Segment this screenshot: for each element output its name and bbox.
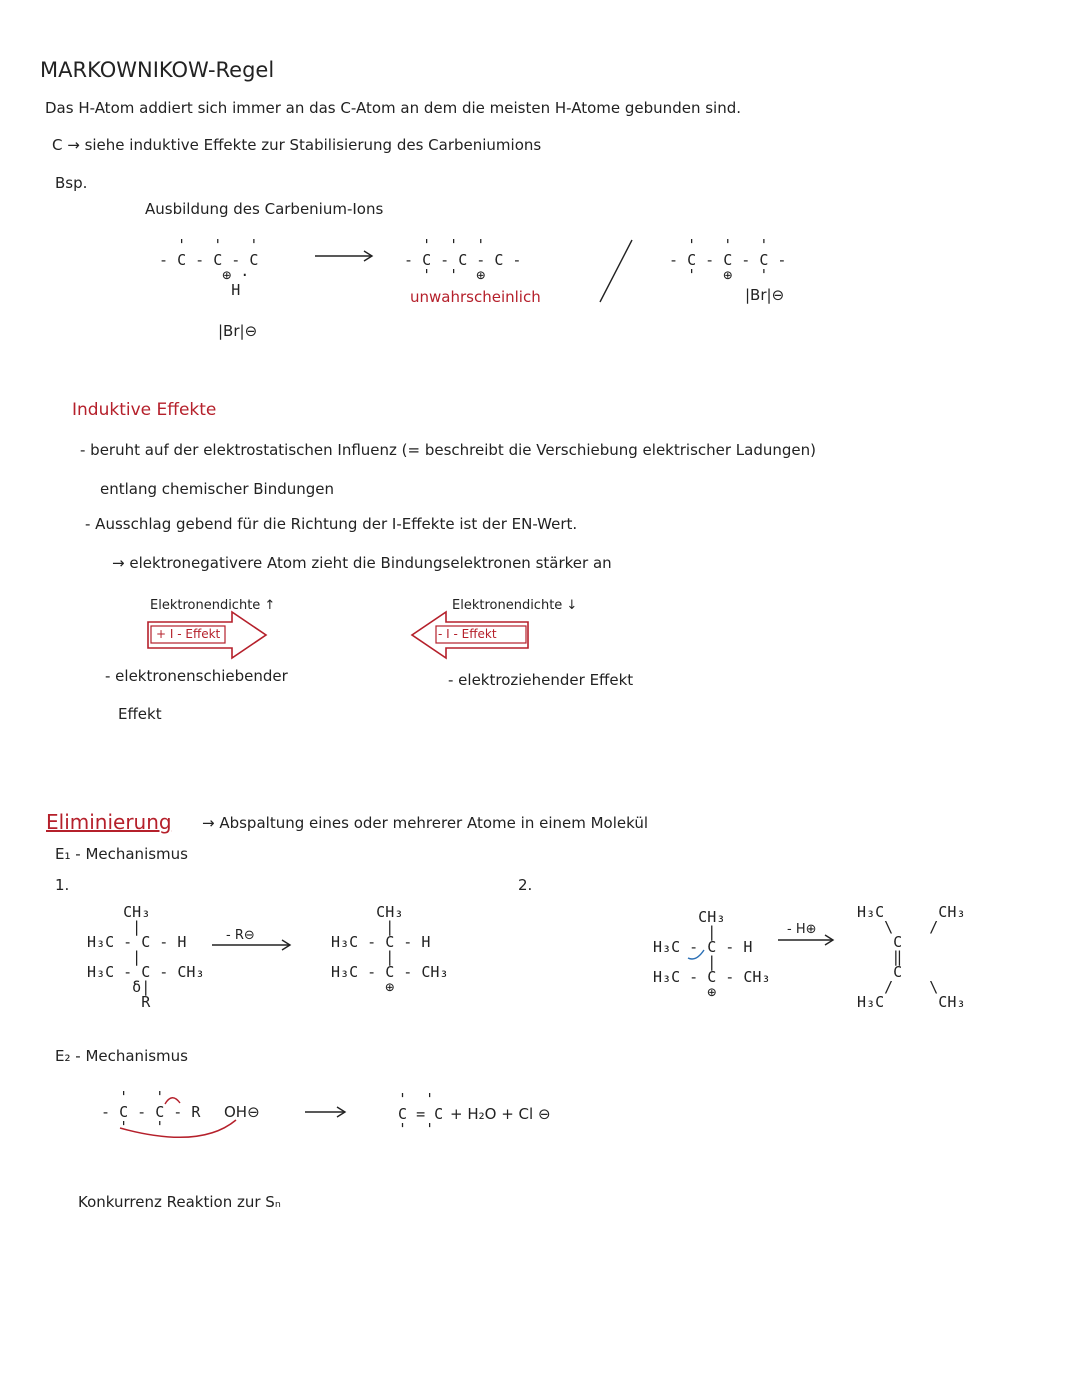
e1-carbocation-2: CH₃ | H₃C - C - H | H₃C - C - CH₃ ⊕ [653,908,771,1001]
step-2-label: 2. [518,876,533,894]
e2-curved-arrow-small [165,1098,180,1104]
e1-carbocation: CH₃ | H₃C - C - H | H₃C - C - CH₃ ⊕ [331,903,449,996]
plus-effect-desc-2: Effekt [118,705,162,723]
minus-i-effect-label: - I - Effekt [438,627,497,641]
e1-alkene-product: H₃C CH₃ \ / C ‖ C / \ H₃C CH₃ [857,903,966,1011]
bromide-ion-2: |Br|⊖ [745,286,785,304]
carbenium-note: C → siehe induktive Effekte zur Stabilisierung des Carbeniumions [52,136,542,154]
carbenium-heading: Ausbildung des Carbenium-Ions [145,200,384,218]
hydroxide-ion: OH⊖ [224,1103,260,1121]
inductive-line-1: - beruht auf der elektrostatischen Influenz (= beschreibt die Verschiebung elektrischer Ladungen) [80,441,817,459]
minus-h-label: - H⊕ [787,922,817,937]
minus-r-label: - R⊖ [226,928,255,943]
e1-arrow-2 [778,935,833,945]
elimination-heading: Eliminierung [46,810,172,834]
inductive-heading: Induktive Effekte [72,400,217,420]
carbenium-structure-2: ' ' ' - C - C - C - ' ' ⊕ [404,236,522,284]
inductive-line-3: - Ausschlag gebend für die Richtung der I-Effekte ist der EN-Wert. [85,515,578,533]
inductive-line-4: → elektronegativere Atom zieht die Bindungselektronen stärker an [112,554,612,572]
inductive-line-2: entlang chemischer Bindungen [100,480,335,498]
elimination-definition: → Abspaltung eines oder mehrerer Atome in einem Molekül [202,814,649,832]
e1-arrow-1 [212,940,290,950]
carbenium-structure-3: ' ' ' - C - C - C - ' ⊕ ' [669,236,787,284]
e2-reactant: ' ' - C - C - R ' ' [101,1088,201,1136]
plus-density-label: Elektronendichte ↑ [150,598,276,613]
minus-i-effect-arrow [412,612,528,658]
e2-arrow [305,1107,345,1117]
example-label: Bsp. [55,174,88,192]
e2-alkene: ' ' C = C ' ' [398,1090,444,1138]
minus-density-label: Elektronendichte ↓ [452,598,578,613]
step-1-label: 1. [55,876,70,894]
unlikely-label: unwahrscheinlich [410,288,541,306]
reaction-arrow-1 [315,251,372,261]
e2-products: + H₂O + Cl ⊖ [450,1105,551,1123]
separator-slash [600,240,632,302]
page-title: MARKOWNIKOW-Regel [40,58,275,82]
plus-i-effect-label: + I - Effekt [156,627,221,641]
e2-label: E₂ - Mechanismus [55,1047,188,1065]
plus-i-effect-arrow [148,612,266,658]
e2-curved-arrow [120,1120,236,1137]
carbenium-structure-1: ' ' ' - C - C - C ⊕ · H [159,236,259,299]
electron-shift-arrow [688,950,704,959]
markovnikov-rule: Das H-Atom addiert sich immer an das C-Atom an dem die meisten H-Atome gebunden sind. [45,99,741,117]
e1-label: E₁ - Mechanismus [55,845,188,863]
plus-effect-desc-1: - elektronenschiebender [105,667,288,685]
competition-note: Konkurrenz Reaktion zur Sₙ [78,1193,281,1211]
minus-effect-desc: - elektroziehender Effekt [448,671,634,689]
bromide-ion-1: |Br|⊖ [218,322,258,340]
e1-reactant: CH₃ | H₃C - C - H | H₃C - C - CH₃ δ| R [87,903,205,1011]
